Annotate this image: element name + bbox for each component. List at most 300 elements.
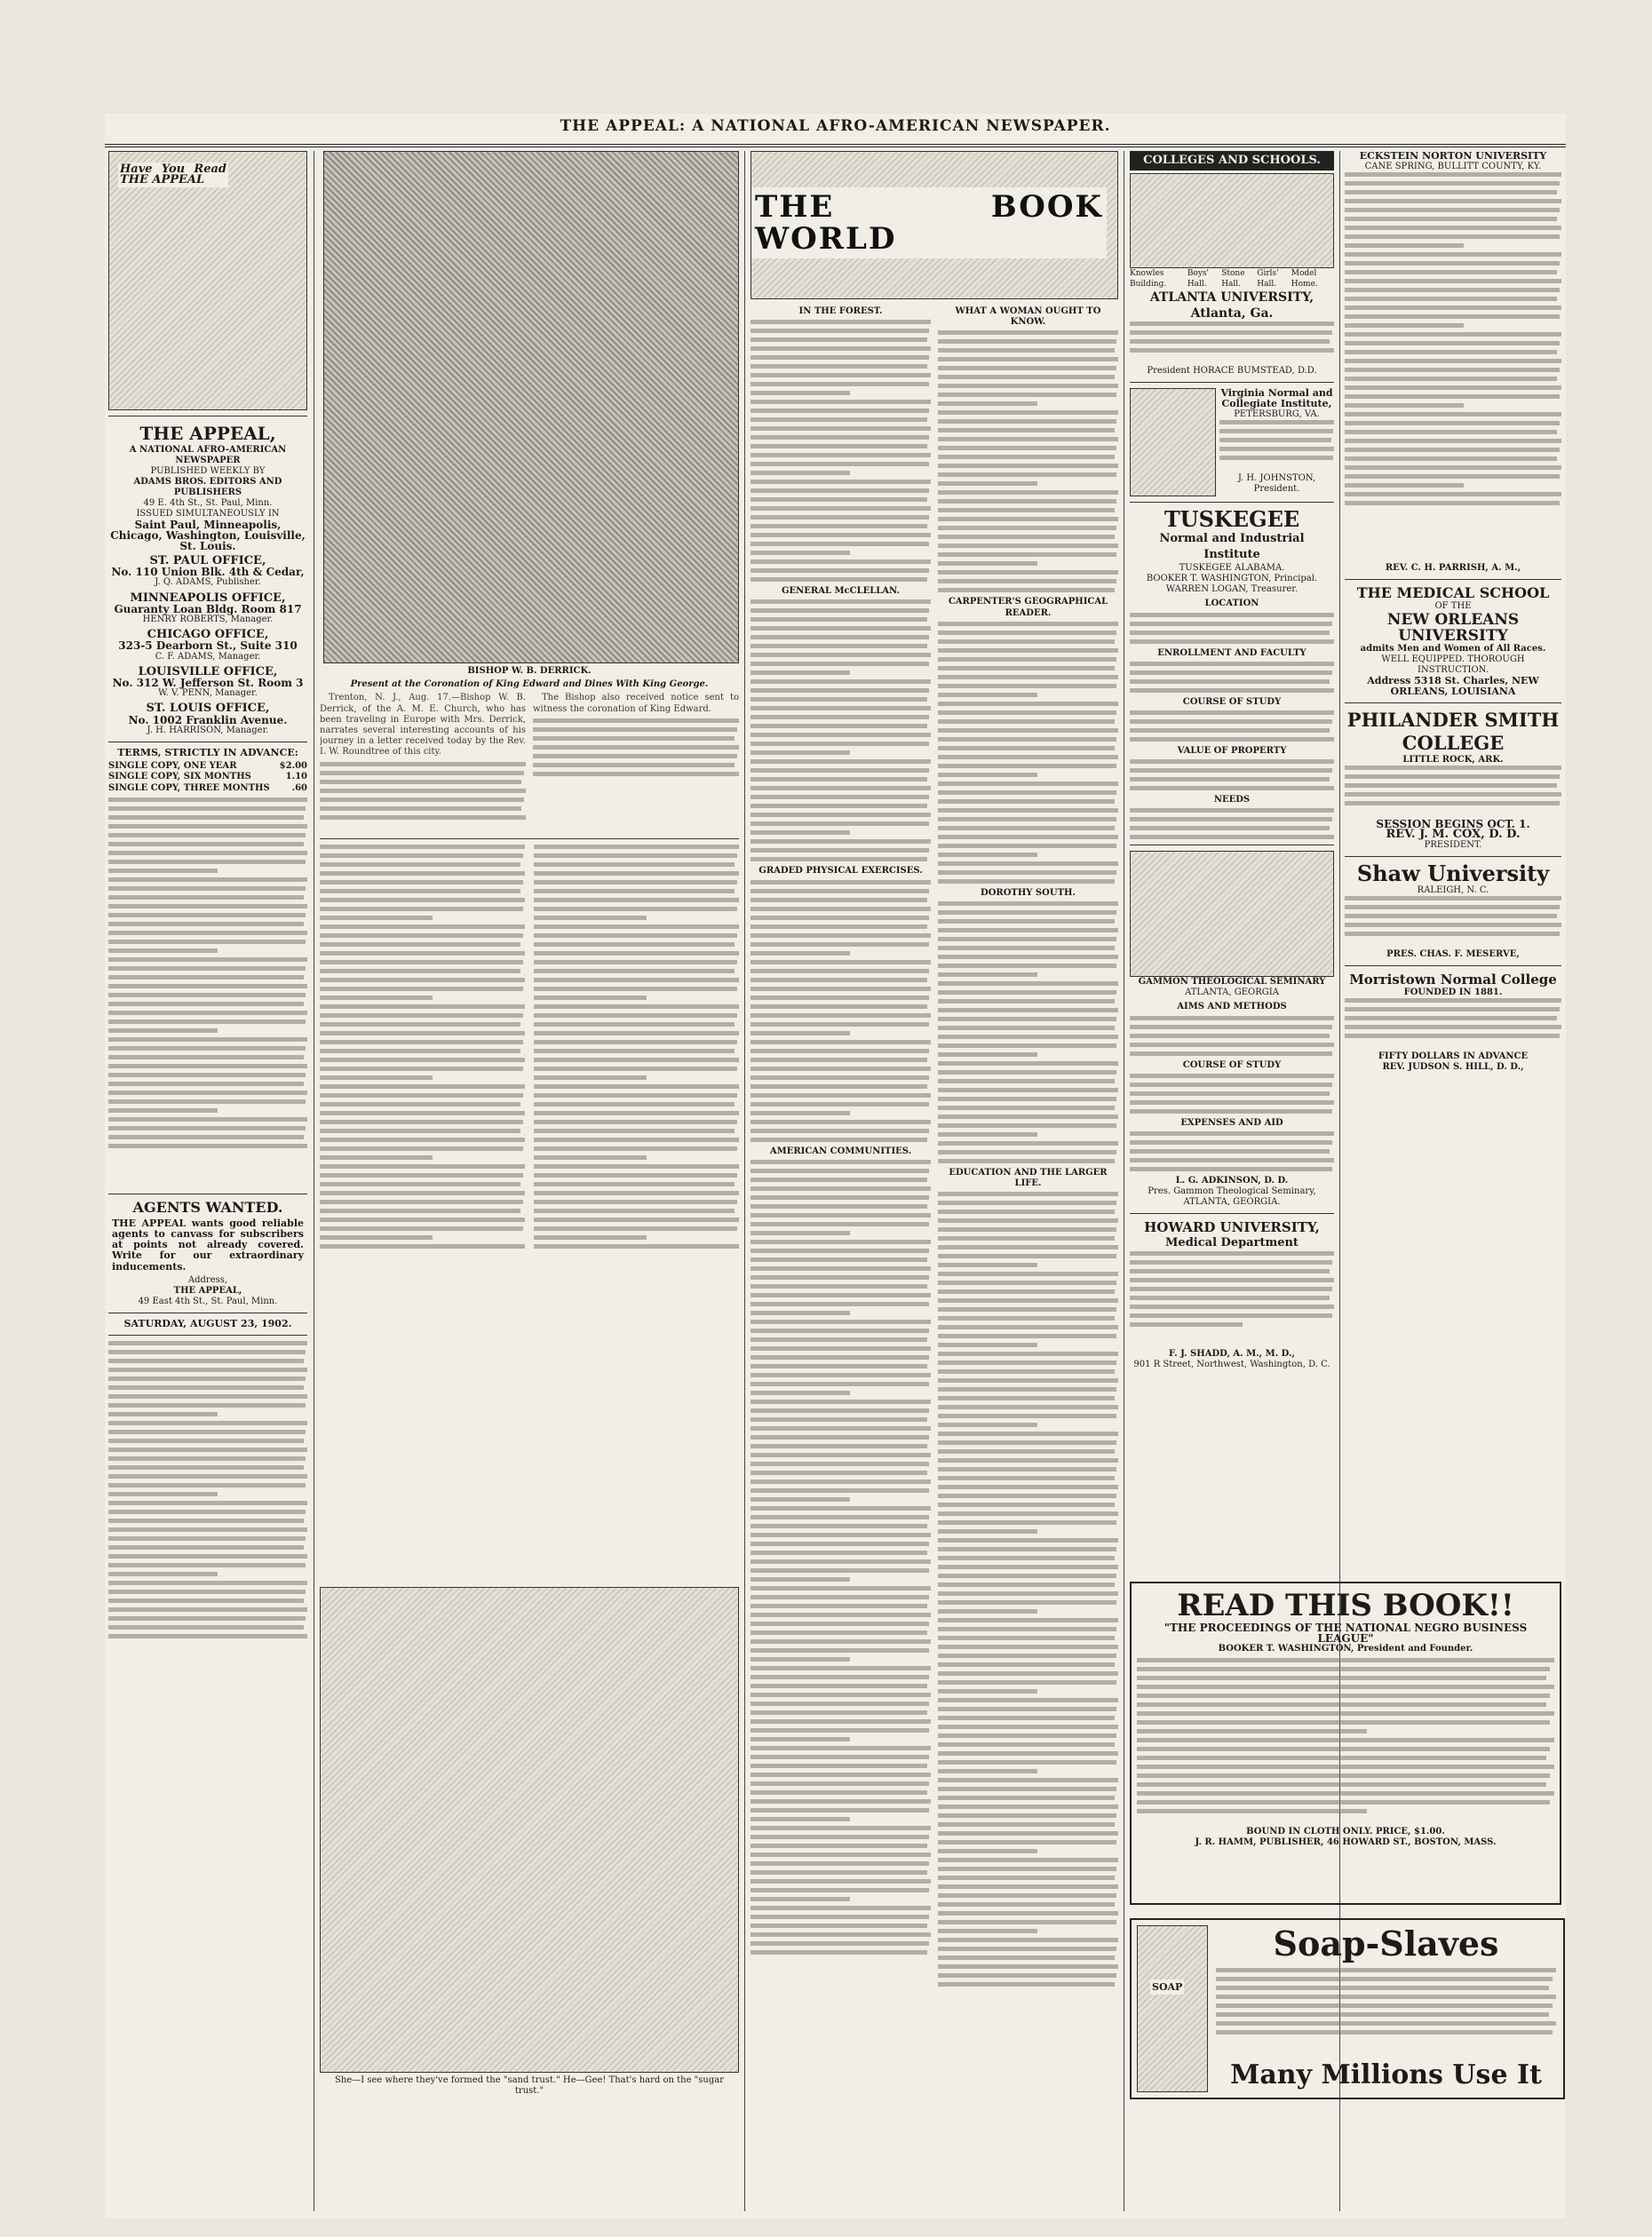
text-line [1130, 808, 1334, 813]
text-line [1345, 430, 1557, 434]
editorial-article [108, 1341, 307, 1892]
text-line [938, 764, 1116, 768]
text-line [938, 428, 1115, 432]
office-entry [108, 703, 307, 736]
text-line [1130, 1025, 1332, 1029]
text-line [751, 1568, 929, 1573]
text-line [320, 1111, 525, 1115]
text-line [938, 1529, 1037, 1534]
book-reviews-left [751, 303, 931, 2203]
text-line [938, 1396, 1115, 1400]
text-line [751, 1022, 929, 1027]
text-line [751, 1462, 929, 1466]
text-line [751, 742, 929, 746]
text-line [938, 455, 1115, 459]
text-line [938, 657, 1116, 662]
text-line [320, 1013, 523, 1018]
text-line [1345, 765, 1561, 770]
text-line [1216, 2021, 1556, 2026]
text-line [534, 1164, 739, 1169]
text-line [1137, 1658, 1554, 1662]
text-line [938, 1017, 1116, 1021]
office-manager: J. Q. ADAMS, Publisher. [155, 577, 261, 588]
text-line [751, 830, 850, 835]
text-line [751, 804, 927, 808]
text-line [320, 806, 521, 811]
text-line [1345, 456, 1557, 461]
colleges-banner: COLLEGES AND SCHOOLS. [1130, 151, 1334, 171]
text-line [1137, 1791, 1554, 1796]
text-line [751, 1577, 850, 1582]
text-line [320, 1244, 525, 1249]
text-line [108, 1474, 307, 1479]
text-line [751, 1249, 929, 1253]
text-line [1130, 1074, 1334, 1078]
text-line [938, 1141, 1118, 1146]
text-line [108, 1073, 306, 1077]
text-line [533, 718, 739, 723]
text-line [108, 1536, 306, 1541]
text-line [108, 1126, 306, 1130]
text-line [1345, 243, 1464, 248]
text-line [108, 1099, 306, 1104]
text-line [1345, 261, 1560, 266]
terms-label: SINGLE COPY, ONE YEAR [108, 761, 237, 772]
text-line [108, 895, 304, 900]
text-line [938, 1070, 1116, 1075]
text-line [938, 861, 1118, 866]
text-line [534, 951, 739, 956]
office-entry [108, 630, 307, 662]
text-line [320, 1164, 525, 1169]
agents-street: 49 East 4th St., St. Paul, Minn. [138, 1296, 278, 1306]
read-this-book-ad [1130, 1576, 1561, 1905]
text-line [751, 391, 850, 395]
text-line [938, 1494, 1116, 1498]
text-line [108, 993, 306, 997]
text-line [938, 1325, 1118, 1329]
morristown-title: Morristown Normal College [1349, 972, 1557, 988]
text-line [938, 1052, 1037, 1057]
text-line [751, 1524, 927, 1528]
text-line [751, 373, 931, 377]
text-line [1345, 270, 1557, 274]
text-line [1345, 923, 1561, 927]
text-line [1216, 1977, 1553, 1981]
office-address: No. 1002 Franklin Avenue. [128, 713, 288, 726]
office-name: LOUISVILLE OFFICE, [138, 664, 278, 678]
text-line [938, 499, 1116, 504]
medical-of: OF THE [1434, 601, 1472, 611]
text-line [108, 1607, 307, 1612]
text-line [108, 877, 307, 882]
text-line [751, 435, 929, 440]
text-line [751, 1675, 929, 1679]
text-line [938, 728, 1118, 733]
text-line [938, 472, 1116, 477]
text-line [751, 1364, 927, 1368]
new-orleans-subtitle: admits Men and Women of All Races. [1360, 644, 1546, 654]
text-line [938, 790, 1116, 795]
text-line [320, 987, 523, 991]
publisher-address: 49 E. 4th St., St. Paul, Minn. [143, 498, 273, 508]
section-heading: COURSE OF STUDY [1182, 1059, 1282, 1070]
philander-president-title: PRESIDENT. [1424, 840, 1482, 850]
text-line [751, 346, 931, 351]
text-line [938, 1725, 1118, 1729]
text-line [751, 1826, 931, 1830]
text-line [938, 702, 1118, 706]
text-line [751, 1835, 929, 1839]
text-line [751, 471, 850, 475]
text-line [108, 1064, 307, 1068]
soap-brand: SOAP [1152, 1981, 1183, 1993]
text-line [108, 1135, 304, 1139]
text-line [751, 1257, 927, 1262]
text-line [938, 1929, 1037, 1933]
text-line [108, 957, 307, 962]
cartoon-illustration [320, 1587, 739, 2073]
text-line [751, 488, 929, 493]
text-line [751, 1719, 931, 1724]
text-line [751, 1773, 931, 1777]
text-line [534, 1075, 647, 1080]
text-line [938, 1849, 1037, 1853]
text-line [938, 1132, 1037, 1137]
text-line [938, 1565, 1118, 1569]
text-line [320, 978, 525, 982]
text-line [938, 1893, 1116, 1898]
text-line [1137, 1720, 1550, 1725]
text-line [320, 1155, 433, 1160]
column-rule [744, 151, 745, 2211]
text-line [938, 1476, 1115, 1480]
text-line [751, 1595, 929, 1599]
text-line [938, 1123, 1116, 1128]
text-line [938, 1440, 1116, 1445]
text-line [534, 853, 737, 858]
morristown-founded: FOUNDED IN 1881. [1403, 988, 1503, 997]
tuskegee-subtitle: Normal and Industrial Institute [1159, 532, 1305, 562]
office-name: MINNEAPOLIS OFFICE, [130, 591, 286, 605]
text-line [108, 1368, 307, 1372]
text-line [320, 1022, 520, 1027]
text-line [938, 1556, 1115, 1560]
text-line [108, 1616, 306, 1621]
text-line [320, 1226, 523, 1231]
text-line [751, 1648, 929, 1653]
text-line [320, 845, 525, 849]
text-line [751, 1102, 929, 1107]
text-line [751, 1169, 929, 1173]
text-line [1345, 1007, 1560, 1011]
text-line [108, 1341, 307, 1345]
text-line [1345, 492, 1561, 496]
text-line [108, 1501, 307, 1505]
text-line [320, 933, 523, 938]
text-line [751, 364, 927, 369]
text-line [751, 777, 927, 781]
text-line [938, 1920, 1116, 1924]
text-line [938, 1955, 1115, 1960]
eckstein-president: REV. C. H. PARRISH, A. M., [1385, 563, 1521, 573]
text-line [534, 916, 647, 920]
text-line [534, 1138, 739, 1142]
text-line [938, 1876, 1115, 1880]
office-list [108, 556, 307, 736]
text-line [1130, 728, 1330, 733]
tuskegee-sections [1130, 599, 1334, 839]
office-address: No. 110 Union Blk. 4th & Cedar, [111, 566, 305, 579]
text-line [534, 1102, 735, 1107]
text-line [938, 1609, 1037, 1614]
text-line [751, 1275, 929, 1280]
text-line [938, 366, 1116, 370]
text-line [751, 577, 927, 582]
text-line [534, 1067, 737, 1071]
virginia-place: PETERSBURG, VA. [1234, 409, 1320, 420]
text-line [938, 928, 1118, 932]
text-line [938, 1360, 1116, 1365]
text-line [938, 1414, 1116, 1418]
text-line [938, 666, 1115, 670]
text-line [751, 515, 929, 520]
text-line [938, 937, 1116, 941]
text-line [938, 526, 1116, 530]
text-line [938, 1831, 1118, 1836]
text-line [938, 588, 1115, 592]
text-line [534, 1013, 737, 1018]
text-line [751, 1932, 931, 1937]
text-line [938, 972, 1037, 977]
text-line [534, 1058, 739, 1062]
text-line [938, 348, 1115, 353]
text-line [1130, 1269, 1330, 1273]
text-line [1345, 305, 1561, 310]
text-line [751, 1506, 931, 1511]
text-line [751, 1471, 927, 1475]
section-heading: LOCATION [1204, 599, 1259, 609]
text-line [751, 453, 931, 457]
text-line [751, 1666, 931, 1670]
text-line [751, 821, 929, 826]
shaw-president: PRES. CHAS. F. MESERVE, [1386, 949, 1520, 959]
section-heading: EXPENSES AND AID [1180, 1117, 1283, 1128]
text-line [1130, 1109, 1332, 1114]
text-line [108, 1598, 304, 1603]
text-line [751, 1790, 927, 1795]
text-line [938, 1867, 1116, 1871]
philander-place: LITTLE ROCK, ARK. [1402, 755, 1504, 765]
text-line [938, 1106, 1115, 1110]
text-line [751, 916, 929, 920]
section-heading: AMERICAN COMMUNITIES. [769, 1146, 912, 1156]
text-line [938, 1627, 1116, 1631]
text-line [751, 1693, 931, 1697]
text-line [320, 762, 526, 766]
text-line [938, 1352, 1118, 1356]
text-line [751, 1542, 929, 1546]
text-line [938, 552, 1116, 557]
text-line [320, 1200, 523, 1204]
section-heading: AIMS AND METHODS [1177, 1002, 1287, 1012]
text-line [1130, 688, 1334, 693]
text-line [1130, 1158, 1334, 1162]
text-line [1130, 1091, 1330, 1096]
text-line [1345, 190, 1557, 194]
text-line [938, 719, 1115, 724]
text-line [938, 1840, 1116, 1844]
text-line [751, 409, 929, 413]
text-line [751, 1657, 850, 1662]
text-line [1130, 321, 1334, 326]
terms-row [108, 772, 307, 782]
agents-paper: THE APPEAL, [173, 1285, 242, 1296]
text-line [938, 990, 1116, 995]
text-line [1130, 662, 1334, 666]
text-line [534, 1129, 735, 1133]
text-line [534, 924, 739, 929]
text-line [938, 1716, 1115, 1720]
gammon-place: ATLANTA, GEORGIA [1185, 988, 1279, 998]
terms-row [108, 761, 307, 772]
text-line [751, 706, 931, 710]
text-line [108, 1028, 218, 1033]
text-line [534, 1093, 737, 1098]
logo-text: Have You Read THE APPEAL [120, 163, 226, 187]
text-line [938, 490, 1118, 495]
text-line [938, 1760, 1116, 1765]
morristown-president: REV. JUDSON S. HILL, D. D., [1382, 1062, 1524, 1072]
text-line [1345, 323, 1464, 328]
text-line [534, 889, 735, 893]
text-line [320, 862, 520, 867]
text-line [1130, 1034, 1330, 1038]
text-line [751, 1559, 931, 1564]
text-line [108, 1527, 307, 1532]
text-line [751, 951, 850, 956]
text-line [751, 759, 931, 764]
text-line [751, 795, 929, 799]
text-line [108, 869, 218, 873]
medical-school-title: THE MEDICAL SCHOOL [1356, 584, 1550, 601]
text-line [108, 824, 307, 829]
text-line [751, 1861, 929, 1866]
text-line [938, 1938, 1118, 1942]
text-line [938, 737, 1116, 742]
text-line [1345, 474, 1560, 479]
text-line [1130, 1251, 1334, 1256]
text-line [1130, 759, 1334, 764]
text-line [751, 1551, 927, 1555]
text-line [751, 1817, 850, 1821]
text-line [1130, 1131, 1334, 1136]
text-line [534, 871, 739, 876]
text-line [751, 1320, 931, 1324]
text-line [320, 1084, 525, 1089]
text-line [751, 1013, 931, 1018]
text-line [108, 940, 306, 944]
text-line [320, 1093, 523, 1098]
text-line [320, 1102, 520, 1107]
text-line [320, 1235, 433, 1240]
text-line [938, 844, 1116, 848]
text-line [534, 942, 735, 947]
text-line [1345, 172, 1561, 177]
text-line [751, 848, 929, 853]
text-line [534, 1155, 647, 1160]
issue-date: SATURDAY, AUGUST 23, 1902. [123, 1317, 292, 1329]
text-line [751, 1764, 927, 1768]
text-line [534, 1084, 739, 1089]
text-line [751, 1852, 931, 1857]
text-line [938, 1742, 1115, 1747]
text-line [938, 543, 1118, 548]
text-line [1345, 801, 1560, 805]
text-line [108, 1359, 304, 1363]
text-line [108, 833, 306, 837]
text-line [1345, 421, 1560, 425]
text-line [938, 946, 1115, 950]
text-line [1130, 639, 1334, 644]
text-line [938, 419, 1116, 424]
section-heading: VALUE OF PROPERTY [1177, 746, 1287, 757]
terms-label: SINGLE COPY, THREE MONTHS [108, 782, 270, 793]
text-line [1219, 456, 1333, 460]
text-line [108, 922, 304, 926]
text-line [320, 1075, 433, 1080]
text-line [1137, 1702, 1546, 1707]
text-line [1137, 1694, 1550, 1698]
text-line [938, 1618, 1118, 1622]
text-line [938, 330, 1118, 335]
text-line [1130, 1043, 1334, 1047]
text-line [533, 763, 735, 767]
text-line [1130, 1051, 1332, 1056]
howard-secretary: F. J. SHADD, A. M., M. D., [1169, 1349, 1295, 1360]
text-line [751, 1924, 927, 1928]
lead-article-left [320, 845, 525, 1582]
text-line [751, 1533, 931, 1537]
gammon-seminary-illustration [1130, 851, 1334, 977]
text-line [938, 1289, 1115, 1294]
text-line [751, 1897, 850, 1901]
text-line [108, 842, 304, 846]
text-line [320, 1209, 520, 1213]
text-line [320, 1049, 520, 1053]
text-line [751, 355, 929, 360]
terms-label: SINGLE COPY, SIX MONTHS [108, 772, 251, 782]
text-line [1345, 1016, 1557, 1020]
text-line [751, 599, 931, 604]
text-line [1216, 1968, 1556, 1972]
text-line [938, 1964, 1118, 1969]
building-label: Girls' Hall. [1257, 269, 1279, 290]
tuskegee-treasurer: WARREN LOGAN, Treasurer. [1165, 584, 1299, 595]
text-line [534, 845, 739, 849]
section-heading: GENERAL McCLELLAN. [781, 586, 901, 597]
text-line [1345, 439, 1561, 443]
appeal-logo-illustration [108, 151, 307, 410]
text-line [938, 1858, 1118, 1862]
text-line [108, 1510, 306, 1514]
text-line [1219, 429, 1333, 433]
text-line [320, 789, 526, 793]
agents-text: THE APPEAL wants good reliable agents to canvass for subscribers at points not already covered. Write for our extraordinary inducements. [112, 1217, 304, 1273]
text-line [751, 733, 931, 737]
text-line [938, 1334, 1116, 1338]
text-line [751, 924, 927, 929]
